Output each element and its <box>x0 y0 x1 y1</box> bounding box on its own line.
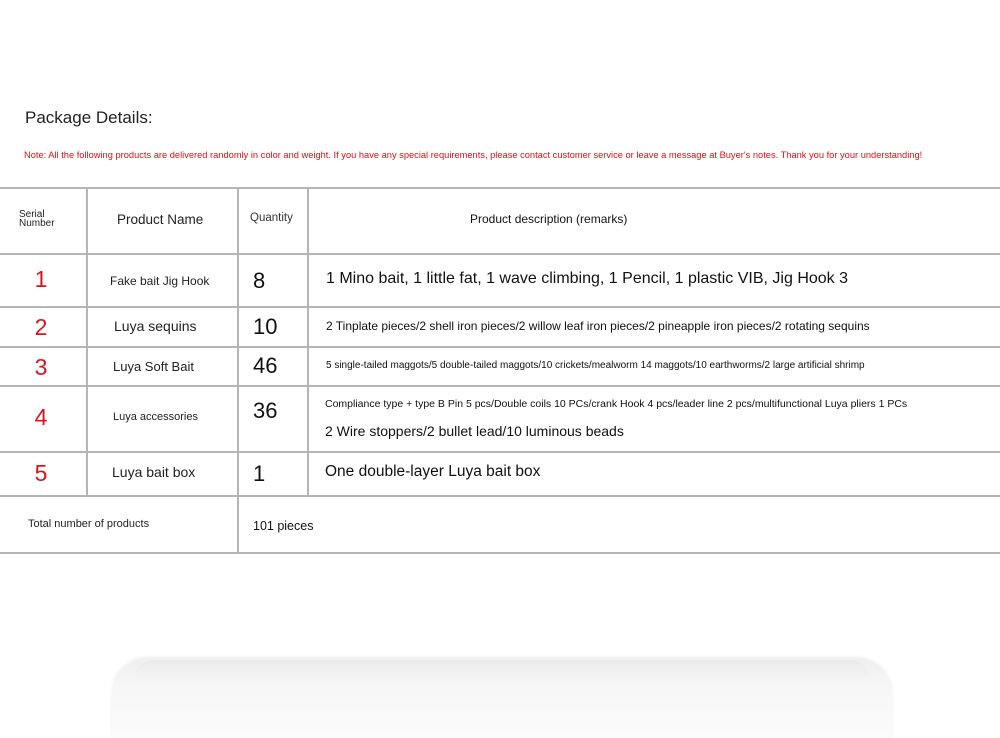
header-quantity: Quantity <box>250 212 293 224</box>
row3-serial: 3 <box>34 354 48 380</box>
row4-product-name: Luya accessories <box>113 411 198 423</box>
row3-quantity: 46 <box>253 353 278 378</box>
row2-product-name: Luya sequins <box>114 318 197 334</box>
bait-box-lid-image <box>134 660 870 680</box>
row5-description: One double-layer Luya bait box <box>325 463 541 480</box>
row4-quantity: 36 <box>253 398 278 423</box>
row3-product-name: Luya Soft Bait <box>113 359 194 374</box>
row2-serial: 2 <box>34 314 48 340</box>
row5-serial: 5 <box>34 460 48 486</box>
header-serial-line2: Number <box>19 218 55 229</box>
table-border-row2 <box>0 346 1000 348</box>
column-divider-serial <box>86 187 88 495</box>
table-border-row4 <box>0 451 1000 453</box>
row3-description: 5 single-tailed maggots/5 double-tailed maggots/10 crickets/mealworm 14 maggots/10 earthworms/2 large artificial shrimp <box>326 360 865 371</box>
table-border-row5 <box>0 495 1000 497</box>
header-serial-line1: Serial <box>19 209 45 220</box>
row1-description: 1 Mino bait, 1 little fat, 1 wave climbing, 1 Pencil, 1 plastic VIB, Jig Hook 3 <box>326 270 849 287</box>
row4-description: Compliance type + type B Pin 5 pcs/Double coils 10 PCs/crank Hook 4 pcs/leader line 2 pcs/multifunctional Luya pliers 1 PCs <box>325 398 908 410</box>
row5-quantity: 1 <box>253 461 266 486</box>
row2-description: 2 Tinplate pieces/2 shell iron pieces/2 willow leaf iron pieces/2 pineapple iron pieces/2 rotating sequins <box>326 319 870 333</box>
total-label: Total number of products <box>28 518 150 530</box>
column-divider-name <box>237 187 239 554</box>
header-description: Product description (remarks) <box>470 212 628 226</box>
table-border-row1 <box>0 306 1000 308</box>
row1-product-name: Fake bait Jig Hook <box>110 274 210 288</box>
row2-quantity: 10 <box>253 314 278 339</box>
row1-serial: 1 <box>34 266 48 292</box>
header-serial-number <box>19 210 55 228</box>
total-value: 101 pieces <box>253 519 314 533</box>
column-divider-quantity <box>307 187 309 495</box>
delivery-note: Note: All the following products are delivered randomly in color and weight. If you have any special requirements, please contact customer service or leave a message at Buyer's notes. Thank you for your understanding! <box>24 150 923 160</box>
header-product-name: Product Name <box>117 212 204 227</box>
row4-description-line2: 2 Wire stoppers/2 bullet lead/10 luminous beads <box>325 423 624 439</box>
row1-quantity: 8 <box>253 268 266 293</box>
row5-product-name: Luya bait box <box>112 464 196 480</box>
table-border-row3 <box>0 385 1000 387</box>
row4-serial: 4 <box>34 404 48 430</box>
page-title: Package Details: <box>25 108 153 127</box>
table-border-bottom <box>0 552 1000 554</box>
table-border-top <box>0 187 1000 189</box>
table-border-header <box>0 253 1000 255</box>
